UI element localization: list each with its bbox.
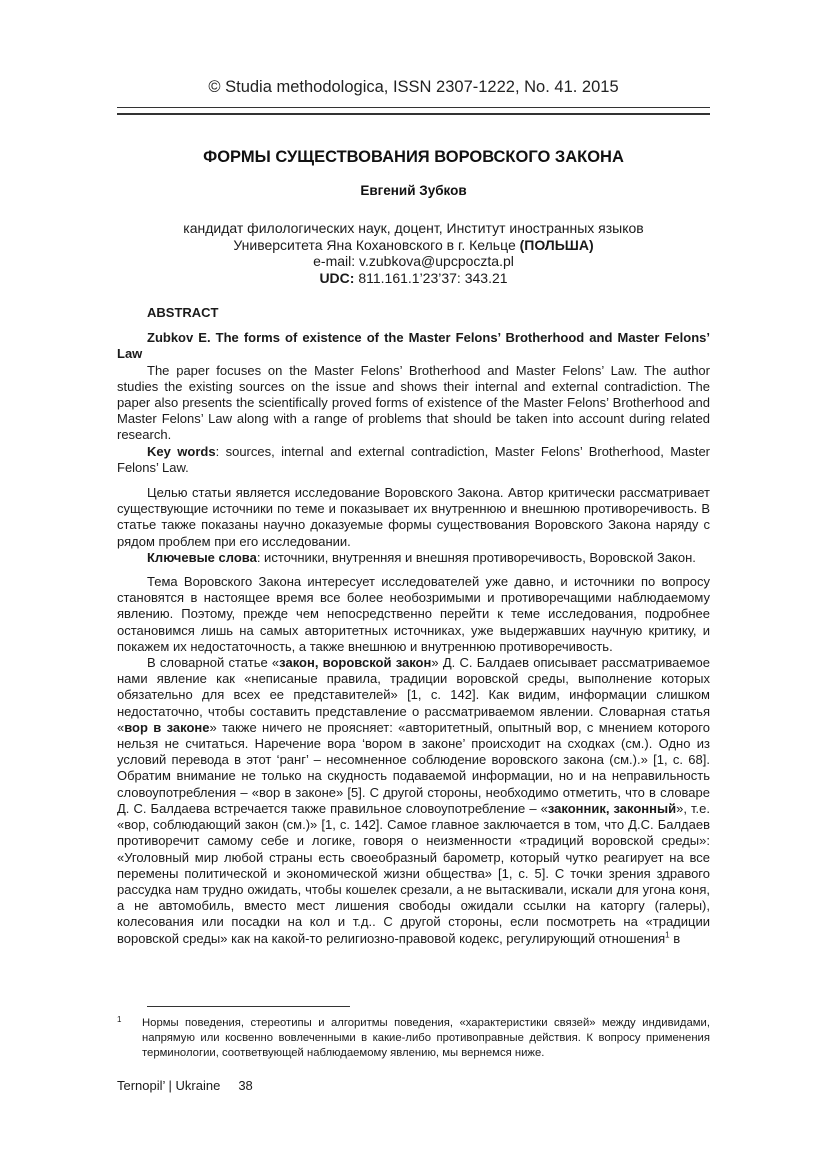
text-run: », т.е. «вор, соблюдающий закон (см.)» [1, с. 142]. Самое главное заключается в том, что Д.С. Балдаев противоречит самому себе и логике, говоря о неизменности «традиций воровской среды»: «Уголовный мир любой страны есть своеобразный барометр, который чутко реагирует на все перемены политической и экономической жизни общества» [1, с. 5]. С точки зрения здравого рассудка нам трудно ожидать, чтобы кошелек срезали, а не вытаскивали, искали для угона коня, а не автомобиль, вместо мест лишения свободы ожидали ссылки на каторгу (галеры), колесования или посадки на кол и т.д.. С другой стороны, если посмотреть на «традиции воровской среды» как на какой-то религиозно-правовой кодекс, регулирующий отношения (117, 800, 710, 946)
footer-place: Ternopil’ | Ukraine (117, 1078, 221, 1093)
page-number: 38 (238, 1078, 253, 1093)
journal-citation: © Studia methodologica, ISSN 2307-1222, No. 41. 2015 (208, 78, 619, 96)
footnote-text: Нормы поведения, стереотипы и алгоритмы поведения, «характеристики связей» между индивидами, напрямую или косвенно вовлеченными в какие-либо противоправные действия. К вопросу применения терминологии, соответвующей наблюдаемому явлению, мы вернемся ниже. (142, 1017, 710, 1059)
affiliation-line-2 (0, 237, 827, 254)
text-run: В словарной статье « (147, 655, 280, 671)
header-rule-thick (117, 113, 710, 115)
author-email: e-mail: v.zubkova@upcpoczta.pl (313, 253, 514, 269)
abstract-title-en: Zubkov E. The forms of existence of the Master Felons’ Brotherhood and Master Felons’ Law (117, 330, 710, 362)
keywords-ru-line (117, 550, 710, 566)
article-author: Евгений Зубков (360, 183, 467, 198)
term-zakonnik: законник, законный (547, 800, 677, 816)
keywords-label-en: Key words (147, 443, 216, 459)
abstract-keywords-en (117, 444, 710, 476)
keywords-ru: : источники, внутренняя и внешняя противоречивость, Воровской Закон. (256, 549, 696, 565)
summary-ru: Целью статьи является исследование Воровского Закона. Автор критически рассматривает существующие источники по теме и показывает их внутреннюю и внешнюю противоречивость. В статье также показаны научно доказуемые формы существования Воровского Закона наряду с рядом проблем при его исследовании. (117, 485, 710, 549)
term-vor-v-zakone: вор в законе (124, 719, 210, 735)
abstract-heading: ABSTRACT (147, 305, 219, 320)
affiliation-line-1: кандидат филологических наук, доцент, Институт иностранных языков (183, 220, 644, 236)
article-content (117, 305, 710, 947)
udc-line (0, 270, 827, 287)
article-title: ФОРМЫ СУЩЕСТВОВАНИЯ ВОРОВСКОГО ЗАКОНА (203, 148, 624, 166)
spacer (117, 566, 710, 574)
header-rule-thin (117, 107, 710, 108)
page-footer (117, 1078, 253, 1093)
udc-label: UDC: (319, 269, 355, 286)
text-run: в (669, 930, 681, 946)
text-run: » также ничего не проясняет: «авторитетный, опытный вор, с мнением которого нельзя не считаться. Наречение вора ‘вором в законе’ происходит на сходках (см.). Одно из условий перевода в этот ‘ранг’ – несомненное соблюдение воровского закона (см.).» [1, с. 68]. Обратим внимание не только на скудность подаваемой информации, но и на неправильность словоупотребления – «вор в законе» [5]. С другой стороны, необходимо отметить, что в словаре Д. С. Балдаева встречается также правильное словоупотребление – « (117, 719, 710, 816)
keywords-en: : sources, internal and external contradiction, Master Felons’ Brotherhood, Master Felons’ Law. (117, 443, 710, 475)
udc-value: 811.161.1’23’37: 343.21 (354, 269, 508, 286)
spacer (117, 476, 710, 485)
footnote (117, 1016, 710, 1061)
keywords-label-ru: Ключевые слова (147, 549, 257, 565)
footnote-reference[interactable]: 1 (665, 930, 670, 940)
body-paragraph-1: Тема Воровского Закона интересует исследователей уже давно, и источники по вопросу становятся в настоящее время все более необозримыми и противоречащими наблюдаемому явлению. Поэтому, прежде чем непосредственно перейти к теме исследования, подробнее остановимся лишь на самых авторитетных источниках, уже выдержавших научную критику, и покажем их недостаточность, а также внешнюю и внутреннюю противоречивость. (117, 574, 710, 654)
affiliation-university: Университета Яна Кохановского в г. Кельце (233, 236, 516, 253)
term-zakon: закон, воровской закон (279, 655, 432, 671)
body-paragraph-2 (117, 655, 710, 947)
footnote-separator (147, 1006, 350, 1007)
abstract-text-en: The paper focuses on the Master Felons’ Brotherhood and Master Felons’ Law. The author studies the existing sources on the issue and shows their internal and external contradiction. The paper also presents the scientifically proved forms of existence of the Master Felons’ Brotherhood and Master Felons’ Law along with a range of problems that should be taken into account during related research. (117, 362, 710, 443)
affiliation-country: (ПОЛЬША) (519, 236, 594, 253)
text-run: » Д. С. Балдаев описывает рассматриваемое нами явление как «неписаные правила, традиции воровской среды, выполнение которых обязательно для всех ее представителей» [1, с. 142]. Как видим, информации слишком недостаточно, чтобы составить представление о рассматриваемом явлении. Словарная статья « (117, 655, 710, 735)
author-affiliation (0, 220, 827, 286)
footnote-number: 1 (117, 1015, 122, 1024)
